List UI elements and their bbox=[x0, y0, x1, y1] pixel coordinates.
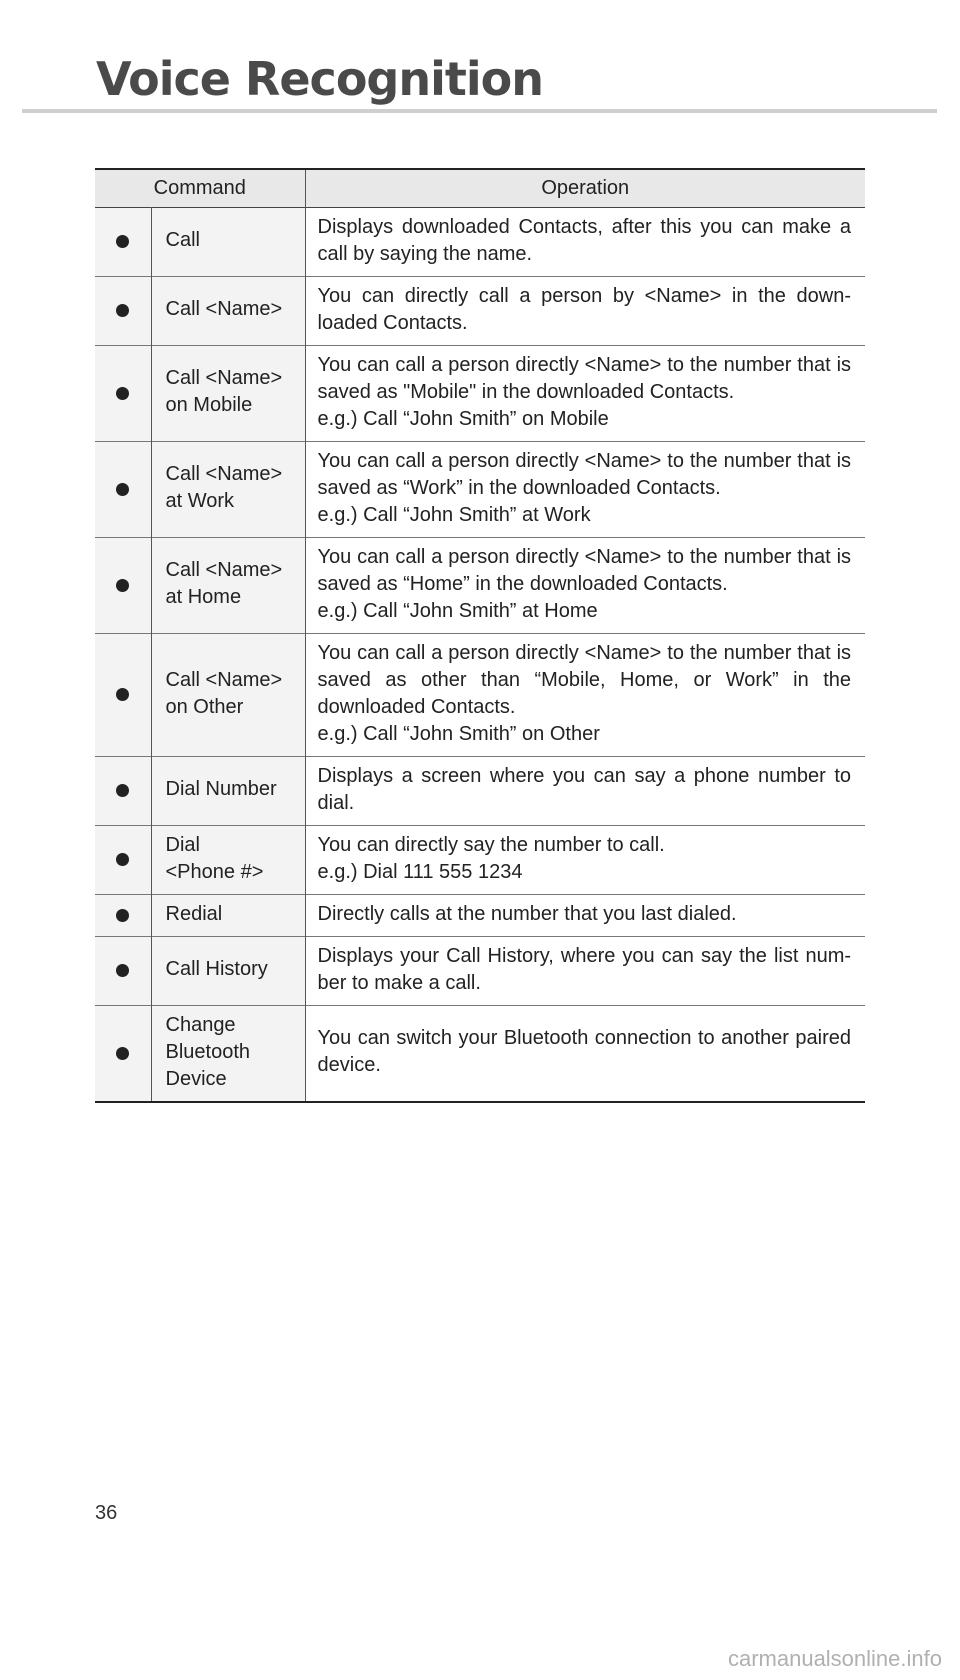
row-bullet-cell bbox=[95, 1005, 151, 1102]
command-cell: Redial bbox=[151, 894, 305, 936]
title-divider bbox=[22, 109, 937, 113]
operation-example: e.g.) Call “John Smith” at Work bbox=[317, 503, 591, 526]
table-row bbox=[95, 276, 865, 345]
command-cell: Call <Name> bbox=[151, 276, 305, 345]
row-bullet-cell bbox=[95, 345, 151, 441]
bullet-dot-icon bbox=[116, 964, 129, 977]
operation-cell bbox=[305, 1005, 865, 1102]
operation-cell bbox=[305, 936, 865, 1005]
operation-cell bbox=[305, 633, 865, 756]
bullet-dot-icon bbox=[116, 235, 129, 248]
operation-cell bbox=[305, 537, 865, 633]
operation-cell bbox=[305, 441, 865, 537]
command-cell: Call <Name> at Home bbox=[151, 537, 305, 633]
row-bullet-cell bbox=[95, 756, 151, 825]
operation-text: You can directly say the number to call. bbox=[317, 833, 665, 856]
page-number: 36 bbox=[95, 1502, 118, 1524]
table-row bbox=[95, 207, 865, 276]
bullet-dot-icon bbox=[116, 387, 129, 400]
command-cell: Dial Number bbox=[151, 756, 305, 825]
bullet-dot-icon bbox=[116, 688, 129, 701]
bullet-dot-icon bbox=[116, 579, 129, 592]
table-row bbox=[95, 345, 865, 441]
command-cell: Call <Name> on Mobile bbox=[151, 345, 305, 441]
operation-text: You can call a person directly <Name> to the number that is saved as other than “Mobile, Home, or Work” in the downloaded Contacts. bbox=[317, 641, 852, 718]
table-row bbox=[95, 825, 865, 894]
operation-text: You can directly call a person by <Name> in the down-loaded Contacts. bbox=[317, 284, 852, 334]
operation-example: e.g.) Call “John Smith” on Other bbox=[317, 722, 600, 745]
operation-text: You can call a person directly <Name> to the number that is saved as "Mobile" in the downloaded Contacts. bbox=[317, 353, 852, 403]
command-cell: Call <Name> on Other bbox=[151, 633, 305, 756]
operation-text: Directly calls at the number that you last dialed. bbox=[317, 902, 737, 925]
table-body bbox=[95, 207, 865, 1102]
table-row bbox=[95, 537, 865, 633]
table-row bbox=[95, 894, 865, 936]
bullet-dot-icon bbox=[116, 909, 129, 922]
bullet-dot-icon bbox=[116, 483, 129, 496]
table-row bbox=[95, 441, 865, 537]
table-row bbox=[95, 936, 865, 1005]
row-bullet-cell bbox=[95, 537, 151, 633]
row-bullet-cell bbox=[95, 276, 151, 345]
bullet-dot-icon bbox=[116, 784, 129, 797]
table-header-row bbox=[95, 169, 865, 207]
operation-cell bbox=[305, 207, 865, 276]
operation-example: e.g.) Call “John Smith” at Home bbox=[317, 599, 598, 622]
operation-cell bbox=[305, 894, 865, 936]
command-cell: Call <Name> at Work bbox=[151, 441, 305, 537]
row-bullet-cell bbox=[95, 894, 151, 936]
operation-text: Displays downloaded Contacts, after this you can make a call by saying the name. bbox=[317, 215, 852, 265]
row-bullet-cell bbox=[95, 825, 151, 894]
bullet-dot-icon bbox=[116, 853, 129, 866]
operation-cell bbox=[305, 756, 865, 825]
page-title: Voice Recognition bbox=[96, 52, 543, 106]
operation-text: You can call a person directly <Name> to the number that is saved as “Home” in the downloaded Contacts. bbox=[317, 545, 852, 595]
operation-cell bbox=[305, 825, 865, 894]
row-bullet-cell bbox=[95, 633, 151, 756]
header-command: Command bbox=[95, 169, 305, 207]
operation-text: You can call a person directly <Name> to the number that is saved as “Work” in the downloaded Contacts. bbox=[317, 449, 852, 499]
command-cell: Dial <Phone #> bbox=[151, 825, 305, 894]
operation-text: Displays a screen where you can say a phone number to dial. bbox=[317, 764, 852, 814]
table-row bbox=[95, 633, 865, 756]
table-row bbox=[95, 1005, 865, 1102]
table-row bbox=[95, 756, 865, 825]
command-cell: Change Bluetooth Device bbox=[151, 1005, 305, 1102]
row-bullet-cell bbox=[95, 441, 151, 537]
command-cell: Call History bbox=[151, 936, 305, 1005]
operation-text: You can switch your Bluetooth connection to another paired device. bbox=[317, 1027, 852, 1076]
operation-example: e.g.) Call “John Smith” on Mobile bbox=[317, 407, 609, 430]
command-cell: Call bbox=[151, 207, 305, 276]
operation-cell bbox=[305, 276, 865, 345]
bullet-dot-icon bbox=[116, 1047, 129, 1060]
header-operation: Operation bbox=[541, 176, 630, 199]
command-table bbox=[95, 168, 865, 1103]
watermark: carmanualsonline.info bbox=[727, 1646, 942, 1671]
operation-example: e.g.) Dial 111 555 1234 bbox=[317, 860, 523, 883]
operation-text: Displays your Call History, where you can say the list num-ber to make a call. bbox=[317, 944, 852, 994]
row-bullet-cell bbox=[95, 207, 151, 276]
operation-cell bbox=[305, 345, 865, 441]
bullet-dot-icon bbox=[116, 304, 129, 317]
row-bullet-cell bbox=[95, 936, 151, 1005]
